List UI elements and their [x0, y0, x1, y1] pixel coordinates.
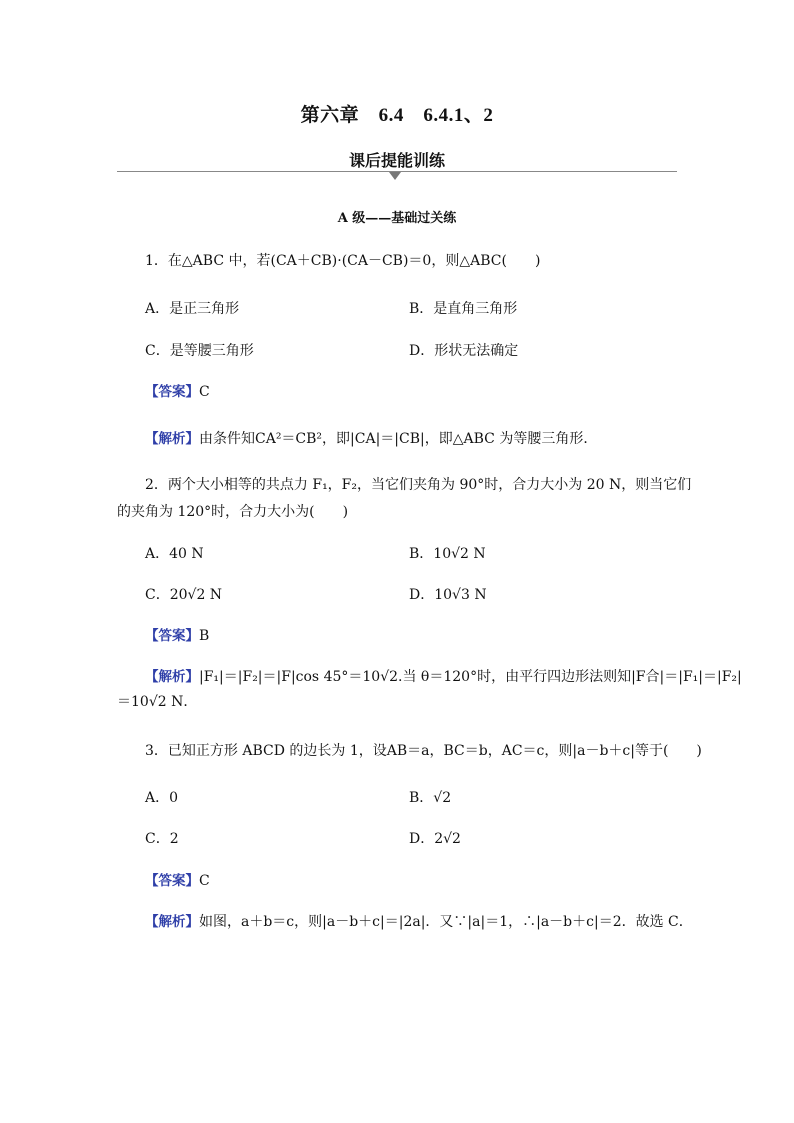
answer-tag: 【答案】: [145, 873, 199, 889]
question-2-stem-line-2: 的夹角为 120°时，合力大小为( ): [117, 504, 349, 520]
question-2-option-d: D．10√3 N: [409, 587, 487, 603]
question-3-option-a: A．0: [145, 790, 179, 806]
question-2-option-c: C．20√2 N: [145, 587, 223, 603]
answer-tag: 【答案】: [145, 384, 199, 400]
question-1-option-d: D．形状无法确定: [409, 343, 519, 359]
question-1-option-a: A．是正三角形: [145, 301, 240, 317]
question-2-option-b: B．10√2 N: [409, 546, 486, 562]
answer-value: B: [199, 628, 210, 644]
question-3-stem: 3．已知正方形 ABCD 的边长为 1，设AB＝a，BC＝b，AC＝c，则|a－b＋c|等于( ): [145, 743, 702, 759]
question-3-analysis: [145, 910, 693, 931]
question-1-option-c: C．是等腰三角形: [145, 343, 254, 359]
page-title: 第六章 6.4 6.4.1、2: [300, 105, 494, 126]
answer-tag: 【答案】: [145, 628, 199, 644]
question-3-option-c: C．2: [145, 831, 179, 847]
question-1-text: 1．在△ABC 中，若(CA＋CB)·(CA－CB)＝0，则△ABC( ): [145, 253, 541, 269]
divider-marker-icon: [389, 172, 401, 180]
question-1-option-b: B．是直角三角形: [409, 301, 518, 317]
question-2-answer: [145, 624, 209, 644]
analysis-tag: 【解析】: [145, 914, 199, 930]
answer-value: C: [199, 384, 210, 400]
question-3-answer: [145, 869, 210, 889]
question-3-option-d: D．2√2: [409, 831, 461, 847]
answer-value: C: [199, 873, 210, 889]
analysis-tag: 【解析】: [145, 431, 199, 447]
level-heading: A 级——基础过关练: [337, 211, 457, 226]
question-2-analysis-line-1: [145, 665, 742, 686]
question-1-analysis: [145, 427, 597, 448]
analysis-text: |F₁|＝|F₂|＝|F|cos 45°＝10√2.当 θ＝120°时，由平行四边形法则知|F合|＝|F₁|＝|F₂|: [199, 669, 742, 685]
question-1-answer: [145, 380, 210, 400]
question-2-stem-line-1: 2．两个大小相等的共点力 F₁，F₂，当它们夹角为 90°时，合力大小为 20 N，则当它们: [145, 477, 692, 493]
question-3-option-b: B．√2: [409, 790, 452, 806]
question-1-stem: [145, 251, 540, 271]
analysis-text: 由条件知CA²＝CB²，即|CA|＝|CB|，即△ABC 为等腰三角形．: [199, 431, 598, 447]
question-2-option-a: A．40 N: [145, 546, 204, 562]
analysis-text: 如图，a＋b＝c，则|a－b＋c|＝|2a|．又∵|a|＝1，∴|a－b＋c|＝2．故选 C．: [199, 914, 693, 930]
analysis-tag: 【解析】: [145, 669, 199, 685]
section-subtitle: 课后提能训练: [348, 151, 445, 170]
question-2-analysis-line-2: ＝10√2 N．: [117, 694, 198, 710]
